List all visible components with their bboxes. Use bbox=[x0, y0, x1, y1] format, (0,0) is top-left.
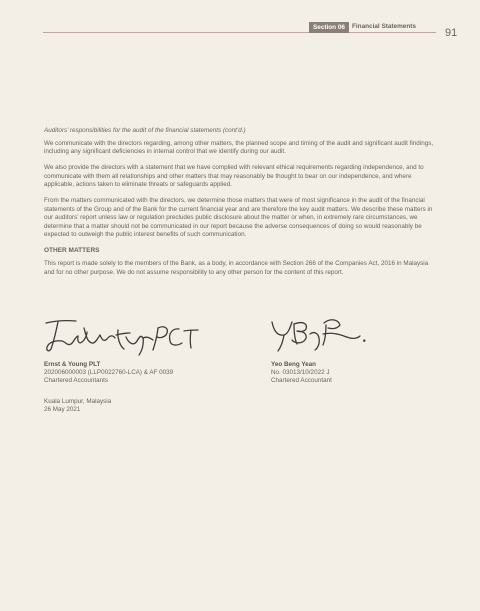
paragraph-communication: We communicate with the directors regarding, among other matters, the planned scope and timing of the audit and significant audit findings, including any significant deficiencies in internal control that we identify during our audit. bbox=[44, 139, 434, 156]
other-matters-heading: OTHER MATTERS bbox=[44, 247, 100, 255]
firm-signature bbox=[40, 311, 200, 357]
partner-registration: No. 03013/10/2022 J bbox=[271, 369, 330, 377]
report-place-date bbox=[44, 398, 111, 414]
firm-title: Chartered Accountants bbox=[44, 377, 109, 385]
other-matters-text: This report is made solely to the members of the Bank, as a body, in accordance with Section 266 of the Companies Act, 2016 in Malaysia and for no other purpose. We do not assume responsibility to any other person for the content of this report. bbox=[44, 260, 429, 276]
paragraph-independence: We also provide the directors with a statement that we have complied with relevant ethical requirements regarding independence, and to communicate with them all relationships and other matters that may reasonably be thought to bear on our independence, and where applicable, actions taken to eliminate threats or safeguards applied. bbox=[44, 163, 424, 189]
firm-registration: 202006000003 (LLP0022760-LCA) & AF 0039 bbox=[44, 369, 174, 377]
page-number: 91 bbox=[445, 27, 458, 39]
header-rule bbox=[43, 32, 436, 33]
section-badge: Section 06 bbox=[309, 22, 349, 33]
partner-name: Yeo Beng Yean bbox=[271, 361, 317, 368]
partner-signatory bbox=[271, 361, 332, 386]
firm-signatory bbox=[44, 361, 173, 386]
report-place: Kuala Lumpur, Malaysia bbox=[44, 398, 112, 405]
partner-signature bbox=[266, 310, 386, 358]
report-body bbox=[44, 127, 440, 277]
subheading: Auditors’ responsibilities for the audit of the financial statements (cont’d.) bbox=[44, 127, 246, 134]
firm-name: Ernst & Young PLT bbox=[44, 361, 101, 368]
paragraph-key-audit-matters: From the matters communicated with the directors, we determine those matters that were of most significance in the audit of the financial statements of the Group and of the Bank for the current financial year and are therefore the key audit matters. We describe these matters in our auditors’ report unless law or regulation precludes public disclosure about the matter or when, in extremely rare circumstances, we determine that a matter should not be communicated in our report because the adverse consequences of doing so would reasonably be expected to outweigh the public interest benefits of such communication. bbox=[44, 196, 433, 239]
partner-title: Chartered Accountant bbox=[271, 377, 332, 385]
report-date: 26 May 2021 bbox=[44, 406, 81, 414]
section-title: Financial Statements bbox=[352, 23, 416, 30]
